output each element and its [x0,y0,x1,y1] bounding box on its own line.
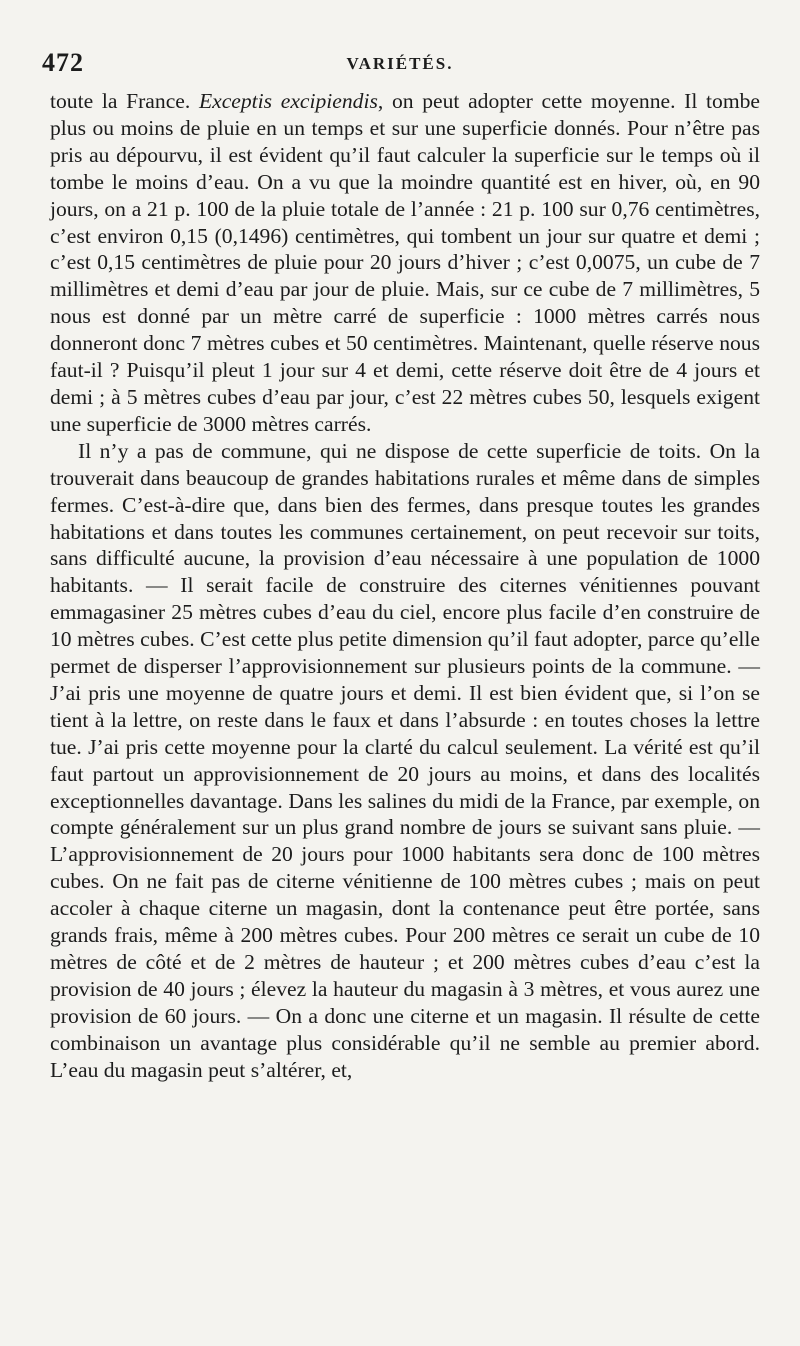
body-text [50,88,760,1084]
paragraph: Il n’y a pas de commune, qui ne dispose de cette superficie de toits. On la trouverait dans beaucoup de grandes habitations rurales et même dans de simples fermes. C’est-à-dire que, dans bien des fermes, dans presque toutes les grandes habitations et dans toutes les communes certainement, on peut recevoir sur toits, sans difficulté aucune, la provision d’eau nécessaire à une population de 1000 habitants. — Il serait facile de construire des citernes vénitiennes pouvant emmagasiner 25 mètres cubes d’eau du ciel, encore plus facile d’en construire de 10 mètres cubes. C’est cette plus petite dimension qu’il faut adopter, parce qu’elle permet de disperser l’approvisionnement sur plusieurs points de la commune. — J’ai pris une moyenne de quatre jours et demi. Il est bien évident que, si l’on se tient à la lettre, on reste dans le faux et dans l’absurde : en toutes choses la lettre tue. J’ai pris cette moyenne pour la clarté du calcul seulement. La vérité est qu’il faut partout un approvisionnement de 20 jours au moins, et dans des localités exceptionnelles davantage. Dans les salines du midi de la France, par exemple, on compte généralement sur un plus grand nombre de jours se suivant sans pluie. — L’approvisionnement de 20 jours pour 1000 habitants sera donc de 100 mètres cubes. On ne fait pas de citerne vénitienne de 100 mètres cubes ; mais on peut accoler à chaque citerne un magasin, dont la contenance peut être portée, sans grands frais, même à 200 mètres cubes. Pour 200 mètres ce serait un cube de 10 mètres de côté et de 2 mètres de hauteur ; et 200 mètres cubes d’eau c’est la provision de 40 jours ; élevez la hauteur du magasin à 3 mètres, et vous aurez une provision de 60 jours. — On a donc une citerne et un magasin. Il résulte de cette combinaison un avantage plus considérable qu’il ne semble au premier abord. L’eau du magasin peut s’altérer, et, [50,438,760,1082]
page-header [40,44,760,84]
latin-phrase: Exceptis excipiendis [198,89,378,113]
page-number: 472 [42,48,84,77]
paragraph: toute la France. Exceptis excipiendis, on peut adopter cette moyenne. Il tombe plus ou moins de pluie en un temps et sur une superficie donnés. Pour n’être pas pris au dépourvu, il est évident qu’il faut calculer la superficie sur le temps où il tombe le moins d’eau. On a vu que la moindre quantité est en hiver, où, en 90 jours, on a 21 p. 100 de la pluie totale de l’année : 21 p. 100 sur 0,76 centimètres, c’est environ 0,15 (0,1496) centimètres, qui tombent un jour sur quatre et demi ; c’est 0,15 centimètres de pluie pour 20 jours d’hiver ; c’est 0,0075, un cube de 7 millimètres et demi d’eau par jour de pluie. Mais, sur ce cube de 7 millimètres, 5 nous est donné par un mètre carré de superficie : 1000 mètres carrés nous donneront donc 7 mètres cubes et 50 centimètres. Maintenant, quelle réserve nous faut-il ? Puisqu’il pleut 1 jour sur 4 et demi, cette réserve doit être de 4 jours et demi ; à 5 mètres cubes d’eau par jour, c’est 22 mètres cubes 50, lesquels exigent une superficie de 3000 mètres carrés. [50,89,760,436]
running-head: VARIÉTÉS. [346,54,454,73]
